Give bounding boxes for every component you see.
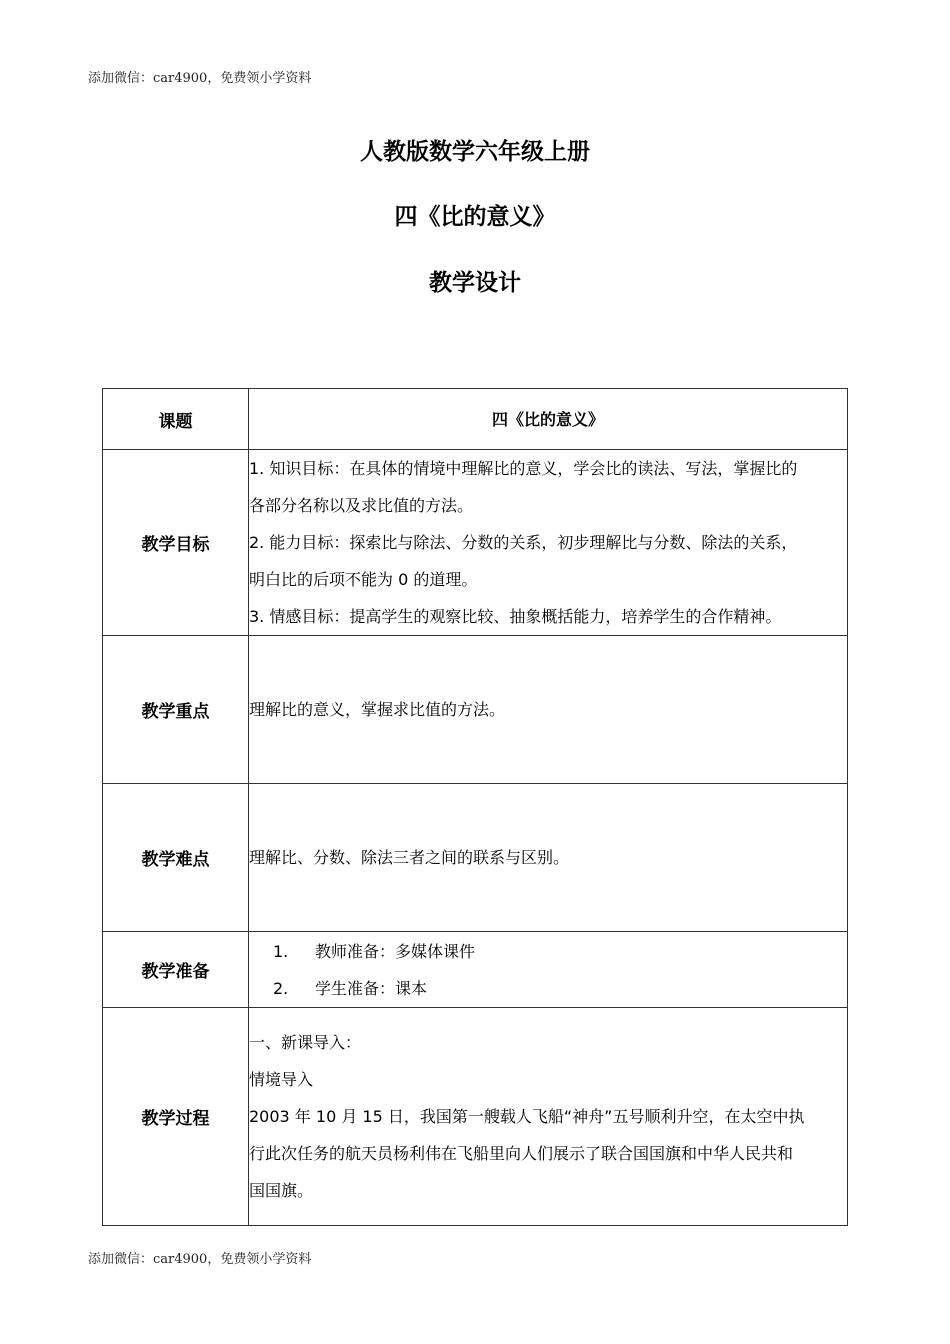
goal-line: 3. 情感目标：提高学生的观察比较、抽象概括能力，培养学生的合作精神。: [249, 607, 782, 626]
goal-line: 各部分名称以及求比值的方法。: [249, 496, 474, 515]
process-value: [249, 1008, 848, 1226]
process-line: 情境导入: [249, 1070, 314, 1089]
doc-title-type: 教学设计: [429, 270, 521, 296]
key-value: 理解比的意义，掌握求比值的方法。: [249, 636, 848, 784]
prep-item-text: 教师准备：多媒体课件: [315, 941, 476, 961]
prep-item: [249, 933, 847, 970]
lesson-plan-table: [102, 388, 848, 1226]
process-line: 2003 年 10 月 15 日，我国第一艘载人飞船“神舟”五号顺利升空，在太空中执: [249, 1107, 805, 1126]
goal-line: 2. 能力目标：探索比与除法、分数的关系，初步理解比与分数、除法的关系，: [249, 533, 798, 552]
prep-item-number: 2.: [273, 978, 289, 998]
prep-item-text: 学生准备：课本: [315, 978, 428, 998]
goals-label: 教学目标: [103, 450, 249, 636]
process-line: 行此次任务的航天员杨利伟在飞船里向人们展示了联合国国旗和中华人民共和: [249, 1144, 794, 1163]
prep-item: [249, 970, 847, 1007]
goal-line: 1. 知识目标：在具体的情境中理解比的意义，学会比的读法、写法，掌握比的: [249, 459, 798, 478]
process-label: 教学过程: [103, 1008, 249, 1226]
topic-label: 课题: [103, 389, 249, 450]
process-line: 国国旗。: [249, 1181, 314, 1200]
prep-value: [249, 932, 848, 1008]
page-footer-note: 添加微信：car4900，免费领小学资料: [88, 1252, 312, 1267]
goal-line: 明白比的后项不能为 0 的道理。: [249, 570, 478, 589]
doc-title-lesson: 四《比的意义》: [394, 204, 556, 230]
difficulty-value: 理解比、分数、除法三者之间的联系与区别。: [249, 784, 848, 932]
goals-value: [249, 450, 848, 636]
prep-item-number: 1.: [273, 941, 289, 961]
page-header-note: 添加微信：car4900，免费领小学资料: [88, 71, 312, 86]
key-label: 教学重点: [103, 636, 249, 784]
row-key-points: [103, 636, 848, 784]
row-goals: [103, 450, 848, 636]
prep-label: 教学准备: [103, 932, 249, 1008]
difficulty-label: 教学难点: [103, 784, 249, 932]
process-line: 一、新课导入：: [249, 1033, 362, 1052]
row-topic: [103, 389, 848, 450]
row-difficulty: [103, 784, 848, 932]
row-preparation: [103, 932, 848, 1008]
topic-value: 四《比的意义》: [249, 389, 848, 450]
doc-title-book: 人教版数学六年级上册: [360, 139, 590, 165]
row-process: [103, 1008, 848, 1226]
